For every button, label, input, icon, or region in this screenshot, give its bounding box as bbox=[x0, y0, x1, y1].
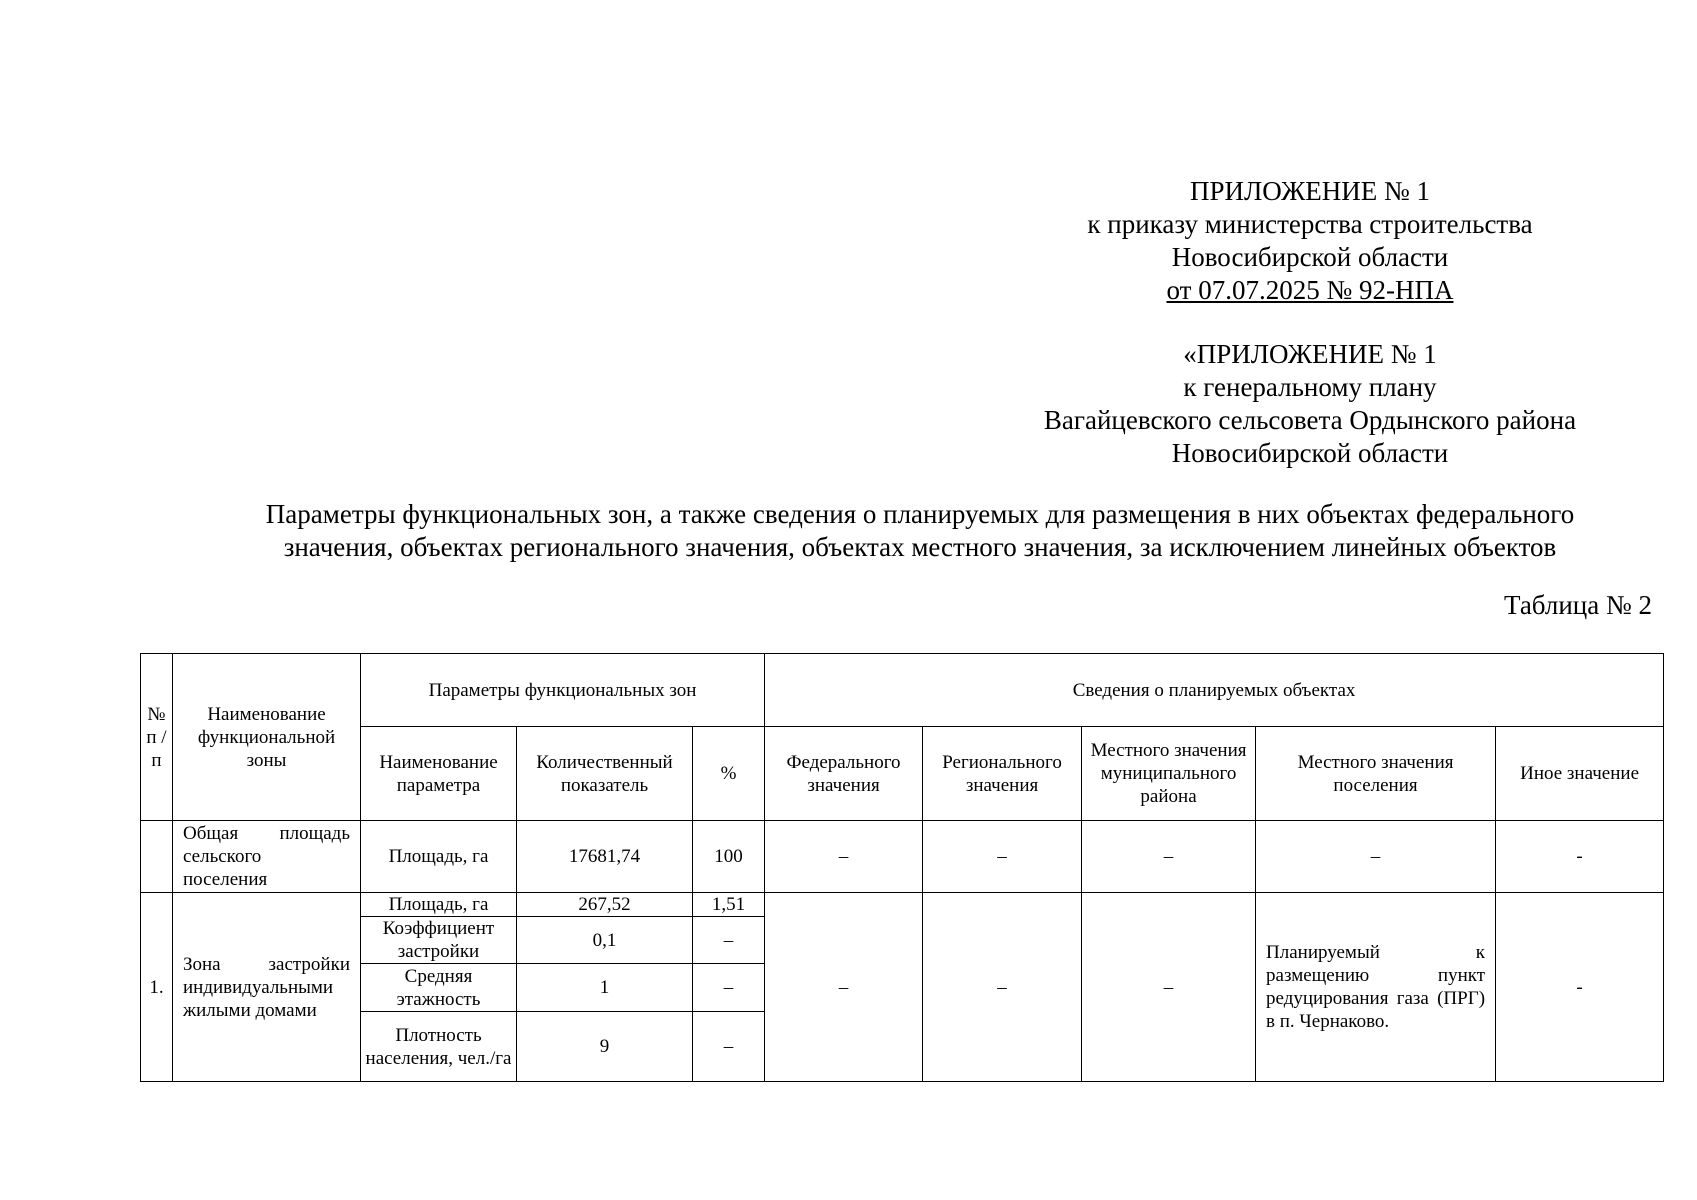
local-settlement-cell: Планируемый к размещению пункт редуцирования газа (ПРГ) в п. Чернаково. bbox=[1256, 893, 1496, 1082]
param-cell: Плотность населения, чел./га bbox=[361, 1012, 517, 1082]
plan-header-line: к генеральному плану bbox=[1183, 372, 1437, 402]
zone-name-cell: Зона застройки индивидуальными жилыми домами bbox=[173, 893, 361, 1082]
plan-header bbox=[1000, 338, 1620, 470]
functional-zones-table bbox=[140, 653, 1664, 1082]
appendix-header-line: Новосибирской области bbox=[1171, 242, 1449, 272]
percent-cell: – bbox=[693, 917, 765, 964]
header-percent: % bbox=[693, 727, 765, 821]
appendix-header bbox=[1000, 175, 1620, 307]
plan-header-line: «ПРИЛОЖЕНИЕ № 1 bbox=[1183, 339, 1437, 369]
other-cell: - bbox=[1496, 821, 1664, 893]
federal-cell: – bbox=[765, 821, 923, 893]
param-cell: Площадь, га bbox=[361, 893, 517, 917]
plan-header-line: Вагайцевского сельсовета Ордынского района bbox=[1043, 405, 1577, 435]
row-num: 1. bbox=[141, 893, 173, 1082]
table-row bbox=[141, 821, 1664, 893]
value-cell: 9 bbox=[517, 1012, 693, 1082]
row-num bbox=[141, 821, 173, 893]
table-row bbox=[141, 893, 1664, 917]
header-other: Иное значение bbox=[1496, 727, 1664, 821]
plan-header-line: Новосибирской области bbox=[1171, 438, 1449, 468]
document-title-line: Параметры функциональных зон, а также сведения о планируемых для размещения в них объектах федерального bbox=[265, 499, 1575, 529]
appendix-header-line: ПРИЛОЖЕНИЕ № 1 bbox=[1189, 176, 1431, 206]
param-cell: Площадь, га bbox=[361, 821, 517, 893]
document-title bbox=[160, 498, 1680, 564]
value-cell: 1 bbox=[517, 964, 693, 1012]
order-date-number: от 07.07.2025 № 92-НПА bbox=[1166, 275, 1454, 305]
header-quantity: Количественный показатель bbox=[517, 727, 693, 821]
header-row-1 bbox=[141, 654, 1664, 727]
header-local-district: Местного значения муниципального района bbox=[1082, 727, 1256, 821]
header-zone-name: Наименование функциональной зоны bbox=[173, 654, 361, 821]
other-cell: - bbox=[1496, 893, 1664, 1082]
percent-cell: – bbox=[693, 1012, 765, 1082]
header-row-2 bbox=[141, 727, 1664, 821]
document-title-line: значения, объектах регионального значения, объектах местного значения, за исключением линейных объектов bbox=[283, 532, 1557, 562]
appendix-header-line: к приказу министерства строительства bbox=[1087, 209, 1533, 239]
percent-cell: 100 bbox=[693, 821, 765, 893]
param-cell: Средняя этажность bbox=[361, 964, 517, 1012]
percent-cell: 1,51 bbox=[693, 893, 765, 917]
federal-cell: – bbox=[765, 893, 923, 1082]
value-cell: 0,1 bbox=[517, 917, 693, 964]
table-label: Таблица № 2 bbox=[1504, 590, 1652, 620]
zone-name-cell: Общая площадь сельского поселения bbox=[173, 821, 361, 893]
local-district-cell: – bbox=[1082, 893, 1256, 1082]
percent-cell: – bbox=[693, 964, 765, 1012]
regional-cell: – bbox=[923, 893, 1082, 1082]
header-federal: Федерального значения bbox=[765, 727, 923, 821]
header-planned-objects: Сведения о планируемых объектах bbox=[765, 654, 1664, 727]
value-cell: 17681,74 bbox=[517, 821, 693, 893]
regional-cell: – bbox=[923, 821, 1082, 893]
param-cell: Коэффициент застройки bbox=[361, 917, 517, 964]
local-settlement-cell: – bbox=[1256, 821, 1496, 893]
value-cell: 267,52 bbox=[517, 893, 693, 917]
header-zone-params: Параметры функциональных зон bbox=[361, 654, 765, 727]
appendix-header-date bbox=[1000, 274, 1620, 307]
header-param-name: Наименование параметра bbox=[361, 727, 517, 821]
local-district-cell: – bbox=[1082, 821, 1256, 893]
header-regional: Регионального значения bbox=[923, 727, 1082, 821]
header-num: № п / п bbox=[141, 654, 173, 821]
header-local-settlement: Местного значения поселения bbox=[1256, 727, 1496, 821]
